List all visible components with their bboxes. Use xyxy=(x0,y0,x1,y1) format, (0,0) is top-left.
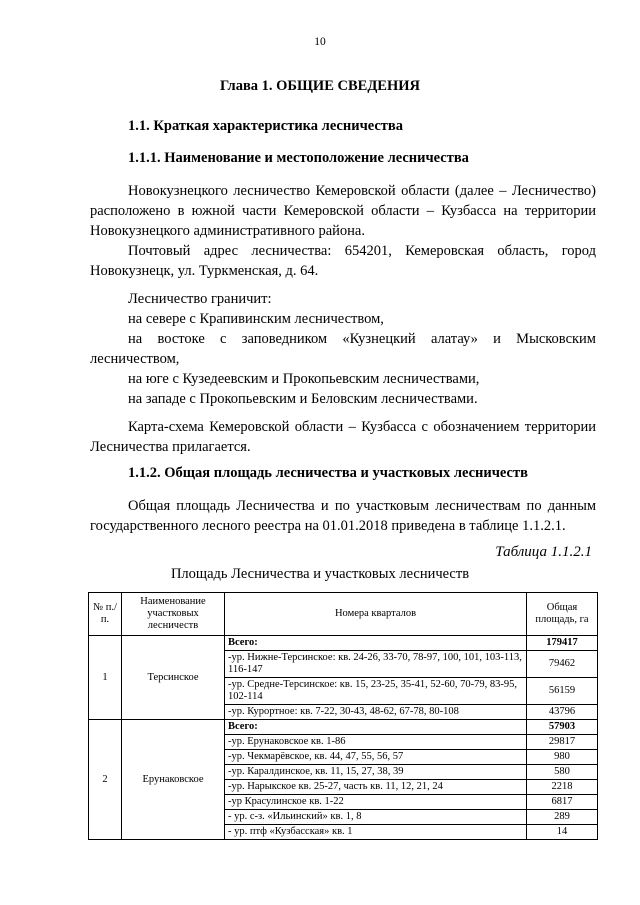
area-table xyxy=(88,592,598,840)
area-cell: 2218 xyxy=(527,780,598,795)
row-number: 1 xyxy=(89,636,122,720)
area-cell: 14 xyxy=(527,825,598,840)
area-cell: 29817 xyxy=(527,735,598,750)
chapter-title: Глава 1. ОБЩИЕ СВЕДЕНИЯ xyxy=(219,78,421,94)
total-area: 57903 xyxy=(527,720,598,735)
table-row-total xyxy=(89,636,598,651)
quarters-cell: -ур. Курортное: кв. 7-22, 30-43, 48-62, 67-78, 80-108 xyxy=(225,705,527,720)
table-reference: Таблица 1.1.2.1 xyxy=(495,544,592,560)
address-paragraph: Почтовый адрес лесничества: 654201, Кемеровская область, город Новокузнецк, ул. Туркменская, д. 64. xyxy=(90,243,596,279)
section-heading-1-1-2: 1.1.2. Общая площадь лесничества и участковых лесничеств xyxy=(128,465,528,481)
table-header-row xyxy=(89,593,598,636)
quarters-cell: -ур Красулинское кв. 1-22 xyxy=(225,795,527,810)
forestry-name: Терсинское xyxy=(122,636,225,720)
location-paragraph: Новокузнецкого лесничество Кемеровской области (далее – Лесничество) расположено в южной части Кемеровской области – Кузбасса на территории Новокузнецкого административного района. xyxy=(90,183,596,239)
quarters-cell: -ур. Нарыкское кв. 25-27, часть кв. 11, 12, 21, 24 xyxy=(225,780,527,795)
area-paragraph: Общая площадь Лесничества и по участковым лесничествам по данным государственного лесного реестра на 01.01.2018 приведена в таблице 1.1.2.1. xyxy=(90,498,596,534)
quarters-cell: -ур. Каралдинское, кв. 11, 15, 27, 38, 39 xyxy=(225,765,527,780)
border-west: на западе с Прокопьевским и Беловским лесничествами. xyxy=(128,391,478,407)
total-label: Всего: xyxy=(225,636,527,651)
table-title: Площадь Лесничества и участковых лесничеств xyxy=(170,566,470,582)
area-cell: 79462 xyxy=(527,651,598,678)
header-area: Общая площадь, га xyxy=(527,593,598,636)
map-paragraph: Карта-схема Кемеровской области – Кузбасса с обозначением территории Лесничества прилагается. xyxy=(90,419,596,455)
total-label: Всего: xyxy=(225,720,527,735)
quarters-cell: -ур. Ерунаковское кв. 1-86 xyxy=(225,735,527,750)
page-number: 10 xyxy=(314,36,326,48)
quarters-cell: - ур. птф «Кузбасская» кв. 1 xyxy=(225,825,527,840)
border-south: на юге с Кузедеевским и Прокопьевским лесничествами, xyxy=(128,371,480,387)
area-cell: 43796 xyxy=(527,705,598,720)
border-east: на востоке с заповедником «Кузнецкий алатау» и Мысковским лесничеством, xyxy=(90,331,596,367)
forestry-name: Ерунаковское xyxy=(122,720,225,840)
total-area: 179417 xyxy=(527,636,598,651)
quarters-cell: -ур. Чекмарёвское, кв. 44, 47, 55, 56, 57 xyxy=(225,750,527,765)
header-num: № п./п. xyxy=(89,593,122,636)
quarters-cell: -ур. Средне-Терсинское: кв. 15, 23-25, 35-41, 52-60, 70-79, 83-95, 102-114 xyxy=(225,678,527,705)
area-cell: 980 xyxy=(527,750,598,765)
header-quarters: Номера кварталов xyxy=(225,593,527,636)
row-number: 2 xyxy=(89,720,122,840)
header-name: Наименование участковых лесничеств xyxy=(122,593,225,636)
borders-intro: Лесничество граничит: xyxy=(128,291,272,307)
area-cell: 580 xyxy=(527,765,598,780)
area-cell: 289 xyxy=(527,810,598,825)
quarters-cell: -ур. Нижне-Терсинское: кв. 24-26, 33-70, 78-97, 100, 101, 103-113, 116-147 xyxy=(225,651,527,678)
border-north: на севере с Крапивинским лесничеством, xyxy=(128,311,384,327)
area-cell: 56159 xyxy=(527,678,598,705)
area-cell: 6817 xyxy=(527,795,598,810)
section-heading-1-1-1: 1.1.1. Наименование и местоположение лесничества xyxy=(128,150,469,166)
quarters-cell: - ур. с-з. «Ильинский» кв. 1, 8 xyxy=(225,810,527,825)
section-heading-1-1: 1.1. Краткая характеристика лесничества xyxy=(128,118,404,134)
table-row-total xyxy=(89,720,598,735)
